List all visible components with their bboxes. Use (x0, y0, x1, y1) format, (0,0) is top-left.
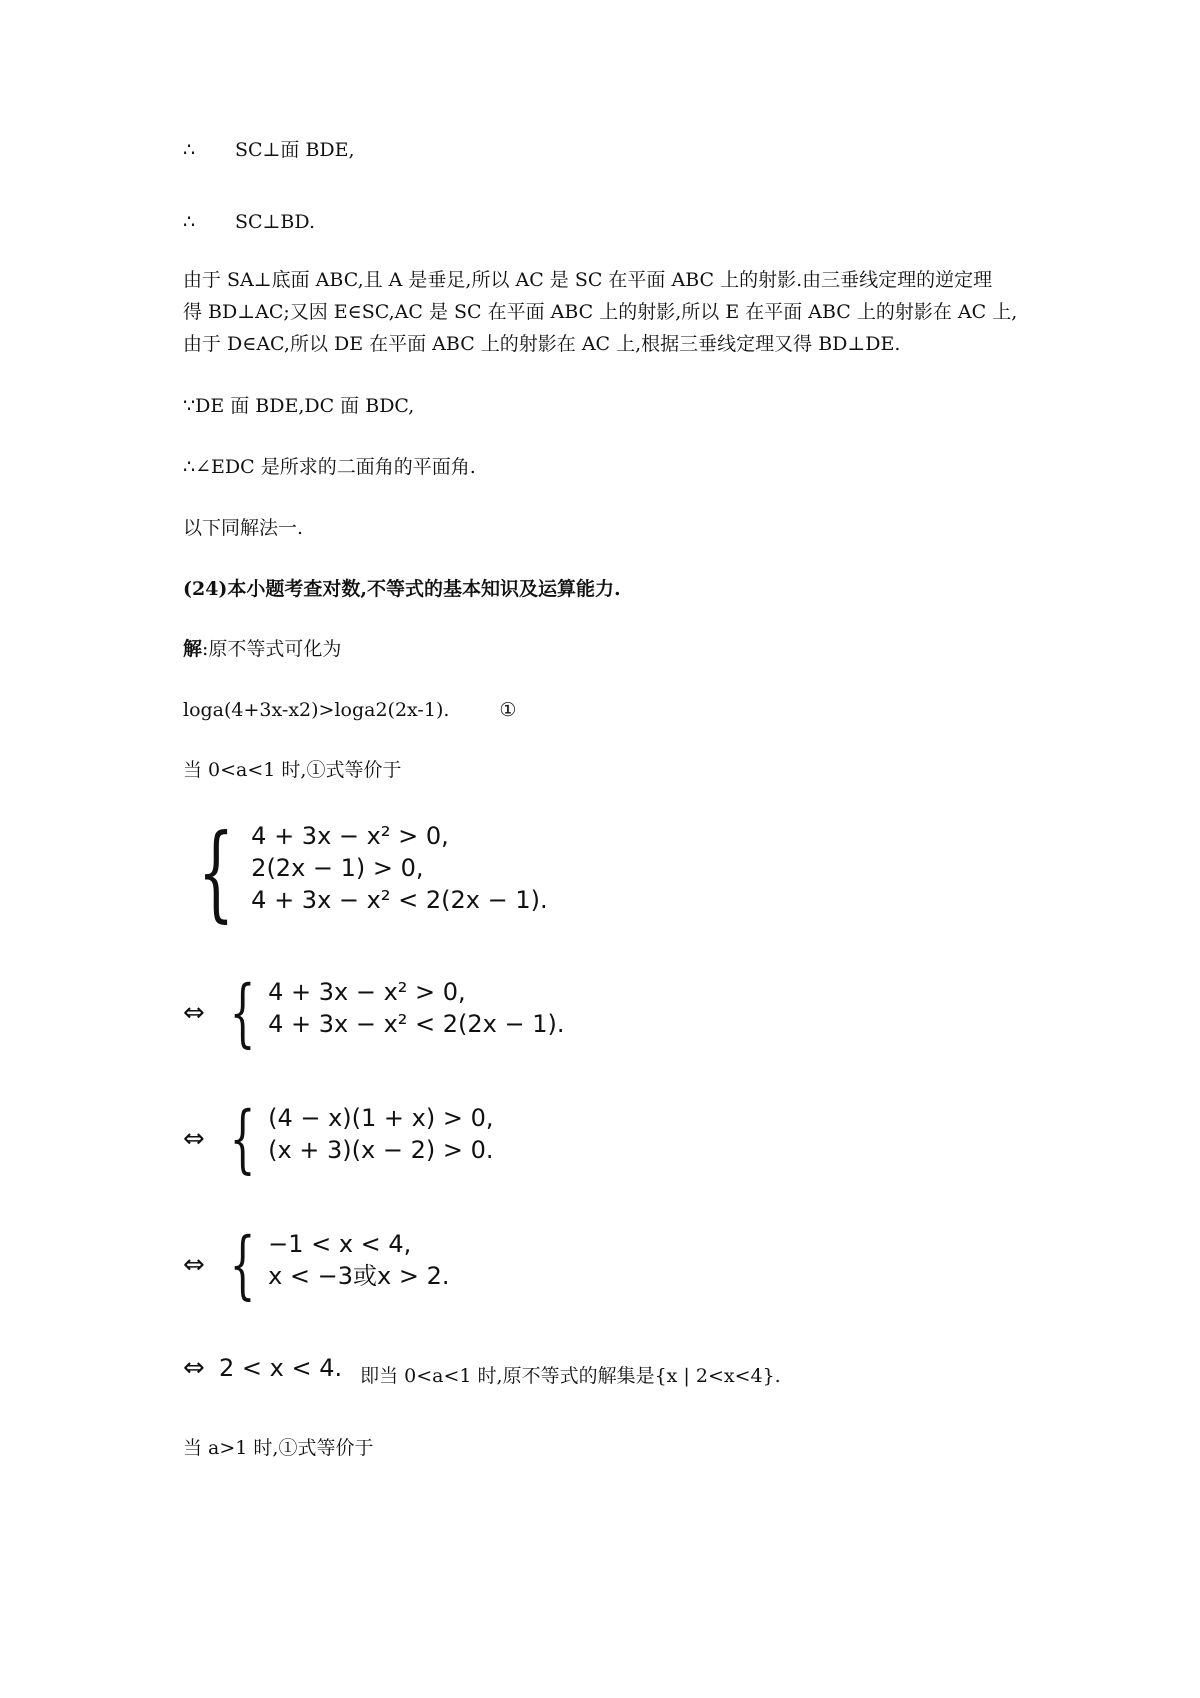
system-row: 4 + 3x − x² > 0, (251, 822, 449, 850)
case-2-intro: 当 a>1 时,①式等价于 (183, 1437, 374, 1459)
inequality-line (183, 698, 516, 722)
therefore-symbol: ∴ (183, 211, 196, 233)
line-angle-edc: ∴∠EDC 是所求的二面角的平面角. (183, 456, 476, 478)
system-row: 4 + 3x − x² < 2(2x − 1). (268, 1010, 565, 1038)
system-row: 2(2x − 1) > 0, (251, 854, 424, 882)
system-row: −1 < x < 4, (268, 1230, 412, 1258)
iff-symbol: ⇔ (183, 998, 205, 1028)
line-sc-perp-bde (183, 138, 355, 162)
problem-heading: (24)本小题考查对数,不等式的基本知识及运算能力. (183, 578, 621, 600)
final-inequality: 2 < x < 4. (219, 1354, 343, 1382)
brace: { (229, 970, 256, 1056)
paragraph-line: 得 BD⊥AC;又因 E∈SC,AC 是 SC 在平面 ABC 上的射影,所以 E 在平面 ABC 上的射影在 AC 上, (183, 301, 1018, 323)
brace: { (197, 811, 235, 933)
system-3 (183, 1096, 494, 1182)
inequality-text: loga(4+3x-x2)>loga2(2x-1). (183, 699, 450, 721)
line-sc-perp-bd (183, 210, 315, 234)
system-4 (183, 1222, 450, 1308)
statement-text: SC⊥BD. (235, 211, 315, 233)
line-because: ∵DE 面 BDE,DC 面 BDC, (183, 395, 415, 417)
brace: { (229, 1096, 256, 1182)
system-row: (4 − x)(1 + x) > 0, (268, 1104, 494, 1132)
paragraph-proof (183, 264, 1033, 360)
system-row: x < −3或x > 2. (268, 1262, 450, 1290)
system-row: (x + 3)(x − 2) > 0. (268, 1136, 494, 1164)
system-row: 4 + 3x − x² < 2(2x − 1). (251, 886, 548, 914)
system-2 (183, 970, 565, 1056)
case-1-intro: 当 0<a<1 时,①式等价于 (183, 759, 402, 781)
system-row: 4 + 3x − x² > 0, (268, 978, 466, 1006)
line-same-method: 以下同解法一. (183, 517, 304, 539)
statement-text: SC⊥面 BDE, (235, 139, 355, 161)
solution-label: 解 (183, 638, 203, 660)
therefore-symbol: ∴ (183, 139, 196, 161)
system-1 (183, 811, 548, 933)
paragraph-line: 由于 D∈AC,所以 DE 在平面 ABC 上的射影在 AC 上,根据三垂线定理又得 BD⊥DE. (183, 333, 901, 355)
solution-set-note: 即当 0<a<1 时,原不等式的解集是{x | 2<x<4}. (360, 1365, 781, 1387)
iff-symbol: ⇔ (183, 1353, 205, 1383)
brace: { (229, 1222, 256, 1308)
solution-intro (183, 637, 341, 661)
iff-symbol: ⇔ (183, 1250, 205, 1280)
paragraph-line: 由于 SA⊥底面 ABC,且 A 是垂足,所以 AC 是 SC 在平面 ABC 上的射影.由三垂线定理的逆定理 (183, 269, 993, 291)
solution-intro-text: :原不等式可化为 (202, 638, 342, 660)
equation-marker: ① (499, 699, 517, 721)
final-result (183, 1352, 781, 1387)
iff-symbol: ⇔ (183, 1124, 205, 1154)
